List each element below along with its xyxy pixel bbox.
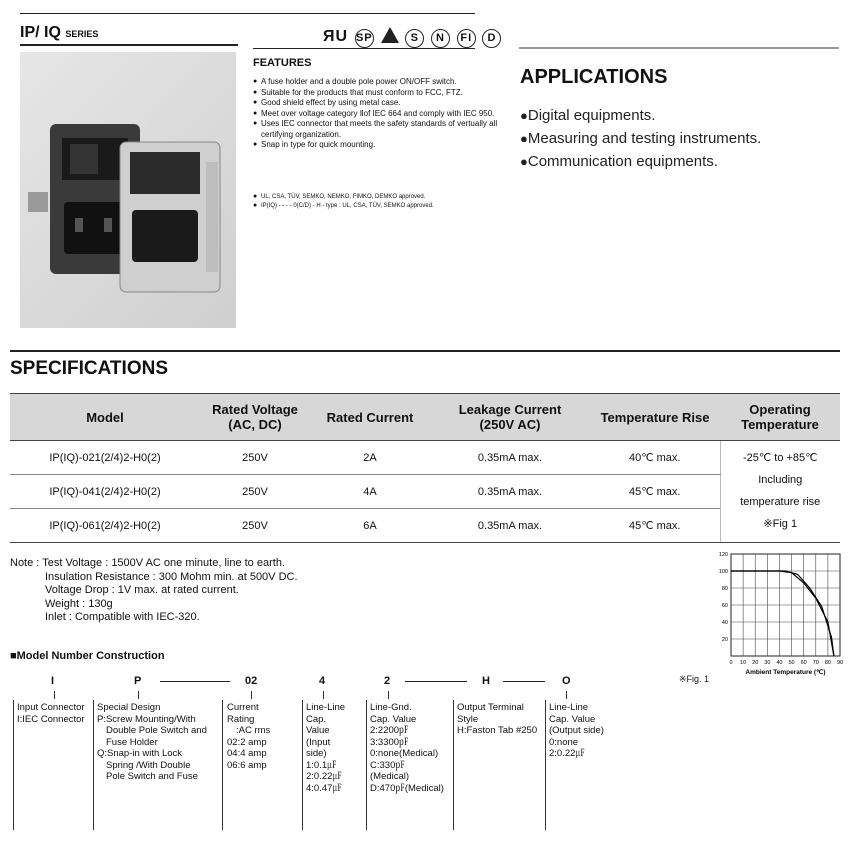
s-mark-icon: S [405, 29, 424, 48]
x-tick-label: 80 [824, 660, 831, 666]
header-voltage: Rated Voltage (AC, DC) [200, 394, 310, 441]
approvals-list [253, 192, 503, 211]
header-temp-rise: Temperature Rise [590, 394, 720, 441]
column-divider [222, 700, 223, 830]
feature-item: ● A fuse holder and a double pole power ON/OFF switch. [253, 77, 503, 88]
code-tick [54, 691, 55, 699]
feature-item: ● Suitable for the products that must conform to FCC, FTZ. [253, 88, 503, 99]
feature-item: ● Meet over voltage category Ⅱof IEC 664 and comply with IEC 950. [253, 109, 503, 120]
model-construction-title: ■Model Number Construction [10, 650, 165, 662]
y-tick-label: 100 [718, 569, 728, 575]
code-tick [323, 691, 324, 699]
x-axis-label: Ambient Temperature (℃) [745, 669, 826, 676]
product-illustration [20, 52, 236, 328]
table-row [10, 441, 840, 475]
approval-item: ● IP(IQ) - - - - 0(C/D) - H - type : UL, CSA, TÜV, SEMKO approved. [253, 201, 503, 211]
feature-item: ● Uses IEC connector that meets the safety standards of vertually all certifying organization. [253, 119, 503, 140]
cell-leakage: 0.35mA max. [430, 509, 590, 543]
top-rule [20, 13, 475, 14]
table-row [10, 509, 840, 543]
approval-item: ● UL, CSA, TÜV, SEMKO, NEMKO, FIMKO, DEMKO approved. [253, 192, 503, 202]
applications-title: APPLICATIONS [520, 66, 668, 88]
cell-current: 2A [310, 441, 430, 475]
x-tick-label: 20 [752, 660, 759, 666]
column-divider [545, 700, 546, 830]
product-photo [20, 52, 236, 328]
code-connector [405, 681, 467, 682]
y-tick-label: 20 [721, 637, 728, 643]
y-tick-label: 80 [721, 586, 728, 592]
applications-list [520, 104, 761, 173]
cell-voltage: 250V [200, 441, 310, 475]
series-title: IP/ IQ SERIES [20, 24, 99, 41]
cell-temp: 40℃ max. [590, 441, 720, 475]
construction-special-design: Special Design P:Screw Mounting/With Double Pole Switch and Fuse Holder Q:Snap-in with Lock Spring /With Double Pole Switch and Fuse [97, 702, 207, 782]
cell-model: IP(IQ)-021(2/4)2-H0(2) [10, 441, 200, 475]
feature-item: ● Snap in type for quick mounting. [253, 140, 503, 151]
code-letter: O [562, 675, 571, 687]
code-tick [138, 691, 139, 699]
x-tick-label: 50 [788, 660, 795, 666]
code-tick [251, 691, 252, 699]
construction-output-terminal: Output Terminal Style H:Faston Tab #250 [457, 702, 538, 736]
code-connector [160, 681, 230, 682]
construction-line-gnd: Line-Gnd. Cap. Value 2:2200㎊ 3:3300㎊ 0:none(Medical) C:330㎊ (Medical) D:470㎊(Medical) [370, 702, 444, 794]
y-tick-label: 60 [721, 603, 728, 609]
column-divider [302, 700, 303, 830]
construction-line-line-input: Line-Line Cap. Value (Input side) 1:0.1㎌ 2:0.22㎌ 4:0.47㎌ [306, 702, 346, 794]
code-letter: H [482, 675, 490, 687]
fi-mark-icon: FI [457, 29, 476, 48]
x-tick-label: 60 [800, 660, 807, 666]
code-letter: 02 [245, 675, 258, 687]
features-title: FEATURES [253, 57, 312, 69]
table-row [10, 475, 840, 509]
code-letter: P [134, 675, 142, 687]
specifications-rule [10, 350, 840, 352]
cell-model: IP(IQ)-061(2/4)2-H0(2) [10, 509, 200, 543]
column-divider [366, 700, 367, 830]
construction-line-line-output: Line-Line Cap. Value (Output side) 0:none 2:0.22㎌ [549, 702, 604, 759]
construction-input-connector: Input Connector I:IEC Connector [17, 702, 85, 725]
x-tick-label: 10 [740, 660, 747, 666]
x-tick-label: 30 [764, 660, 771, 666]
cell-voltage: 250V [200, 475, 310, 509]
feature-item: ● Good shield effect by using metal case. [253, 98, 503, 109]
specifications-table [10, 393, 840, 543]
n-mark-icon: N [431, 29, 450, 48]
x-tick-label: 40 [776, 660, 783, 666]
header-current: Rated Current [310, 394, 430, 441]
application-item: ● Communication equipments. [520, 150, 761, 173]
code-tick [388, 691, 389, 699]
x-tick-label: 90 [836, 660, 844, 666]
applications-rule [519, 47, 839, 49]
y-tick-label: 40 [721, 620, 728, 626]
features-rule [253, 48, 475, 49]
column-divider [13, 700, 14, 830]
series-underline [20, 44, 238, 46]
cell-model: IP(IQ)-041(2/4)2-H0(2) [10, 475, 200, 509]
y-tick-label: 120 [718, 552, 728, 558]
delta-mark-icon [381, 27, 399, 43]
column-divider [93, 700, 94, 830]
construction-current-rating: Current Rating :AC rms 02:2 amp 04:4 amp 06:6 amp [227, 702, 271, 771]
figure-label: ※Fig. 1 [679, 674, 710, 684]
certification-marks [322, 26, 501, 48]
note-block: Note : Test Voltage : 1500V AC one minute, line to earth. Insulation Resistance : 300 Mohm min. at 500V DC. Voltage Drop : 1V max. at rated current. Weight : 130g Inlet : Compatible with IEC-320. [10, 557, 298, 624]
cell-current: 4A [310, 475, 430, 509]
code-letter: 2 [384, 675, 391, 687]
features-list [253, 77, 503, 151]
temperature-derating-chart [710, 548, 845, 688]
header-leakage: Leakage Current (250V AC) [430, 394, 590, 441]
cell-current: 6A [310, 509, 430, 543]
cell-voltage: 250V [200, 509, 310, 543]
code-letter: 4 [319, 675, 326, 687]
cell-leakage: 0.35mA max. [430, 441, 590, 475]
application-item: ● Measuring and testing instruments. [520, 127, 761, 150]
note-label: Note : [10, 557, 40, 569]
x-tick-label: 70 [812, 660, 819, 666]
table-header-row [10, 394, 840, 441]
header-model: Model [10, 394, 200, 441]
specifications-title: SPECIFICATIONS [10, 358, 168, 379]
code-tick [566, 691, 567, 699]
column-divider [453, 700, 454, 830]
cell-temp: 45℃ max. [590, 509, 720, 543]
csa-mark-icon: SP [355, 29, 374, 48]
cell-temp: 45℃ max. [590, 475, 720, 509]
x-tick-label: 0 [729, 660, 733, 666]
application-item: ● Digital equipments. [520, 104, 761, 127]
d-mark-icon: D [482, 29, 501, 48]
code-letter: I [51, 675, 55, 687]
header-operating: Operating Temperature [720, 394, 840, 441]
ul-mark-icon: ЯU [323, 28, 349, 45]
code-connector [503, 681, 545, 682]
cell-operating-temperature: -25℃ to +85℃ Including temperature rise ※Fig 1 [720, 441, 840, 543]
cell-leakage: 0.35mA max. [430, 475, 590, 509]
